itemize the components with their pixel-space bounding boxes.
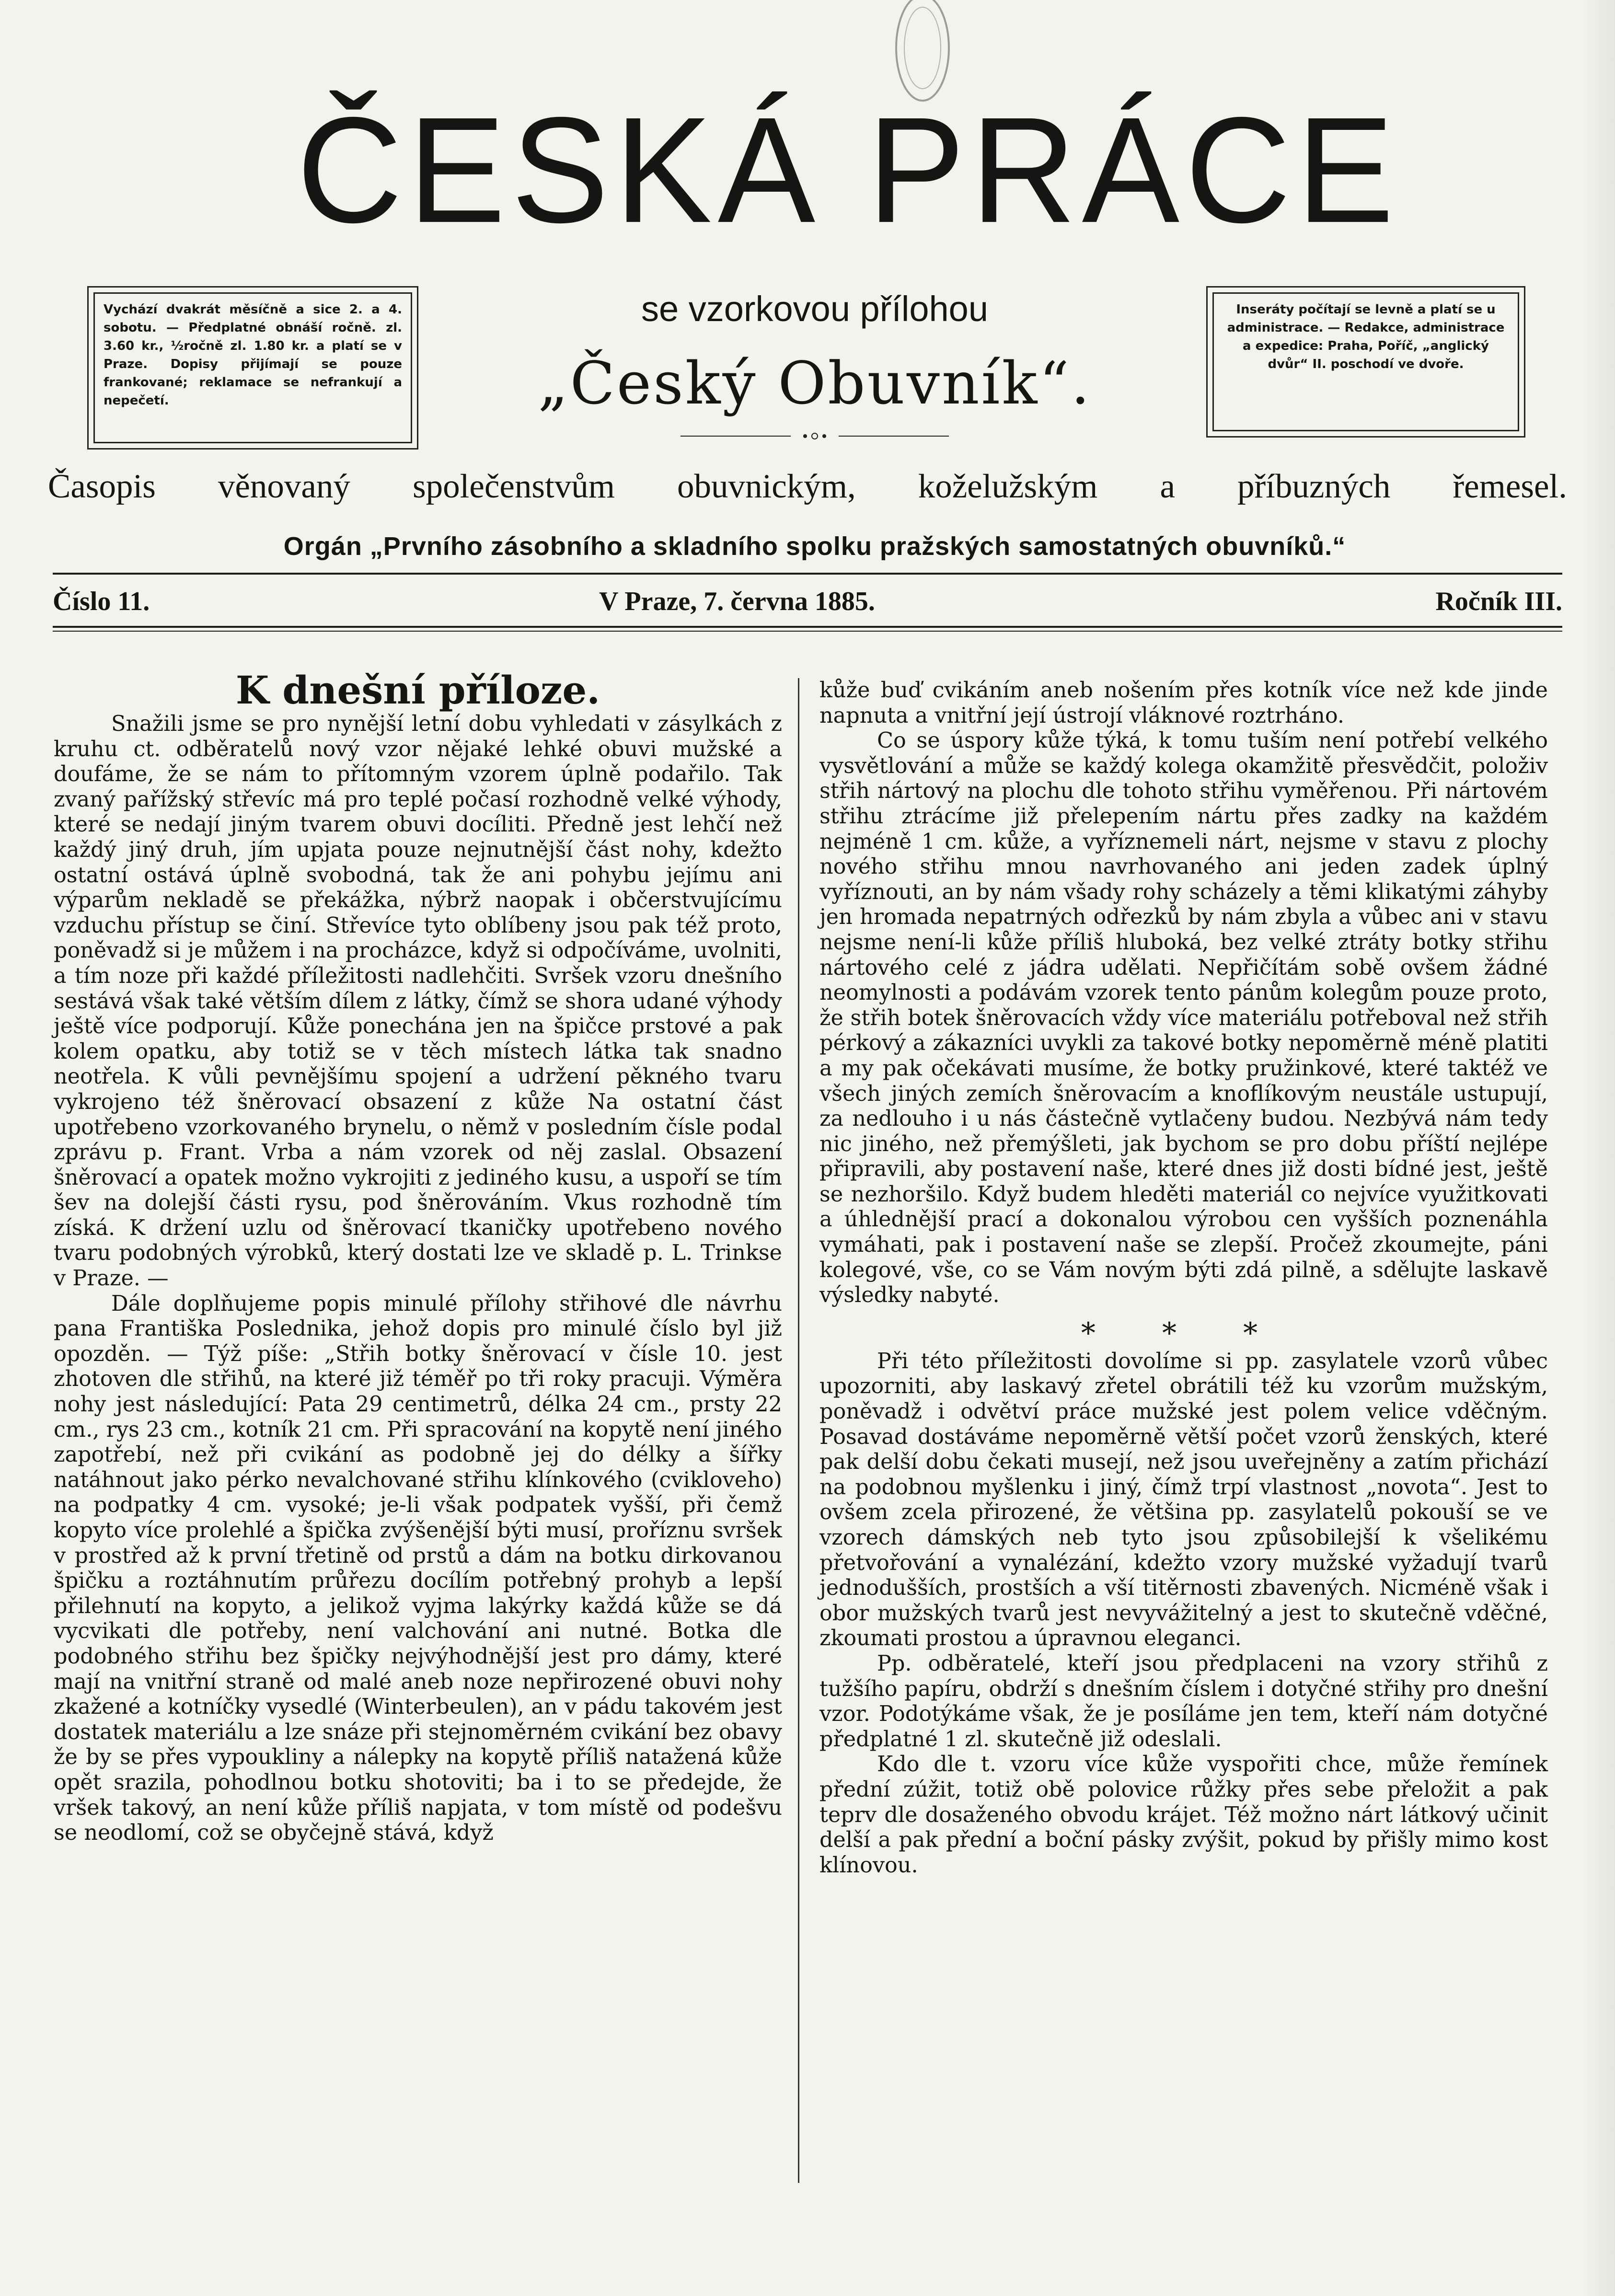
article-left-column xyxy=(54,669,782,1846)
article-paragraph: Pp. odběratelé, kteří jsou předplaceni na vzory střihů z tužšího papíru, obdrží s dnešním číslem i dotyčné střihy pro dnešní vzor. Podotýkáme však, že je posíláme jen tem, kteří nám dotyčné předplatné 1 zl. skutečně již odeslali. xyxy=(819,1651,1548,1752)
journal-tagline: Časopis věnovaný společenstvům obuvnickým, koželužským a příbuzných řemesel. xyxy=(48,468,1567,505)
bottom-rule-thin xyxy=(53,631,1562,632)
page-edge-shadow xyxy=(1581,0,1615,2296)
article-paragraph: Snažili jsme se pro nynější letní dobu vyhledati v zásylkách z kruhu ct. odběratelů nový vzor nějaké lehké obuvi mužské a doufáme, že se nám to přítomným vzorem úplně podařilo. Tak zvaný pařížský střevíc má pro teplé počasí rozhodně velké výhody, které se nedají jiným tvarem obuvi docíliti. Předně jest lehčí než každý jiný druh, jím upjata pouze nejnutnější část nohy, kdežto ostatní ostává úplně svobodná, tak že ani pohybu jejímu ani výparům nekladě se překážka, nýbrž naopak i občerstvujícímu vzduchu přístup se činí. Střevíce tyto oblíbeny jsou pak též proto, poněvadž si je můžem i na procházce, když si odpočíváme, uvolniti, a tím noze při každé příležitosti nadlehčiti. Svršek vzoru dnešního sestává však také větším dílem z látky, čímž se shora udané výhody ještě více podporují. Kůže ponechána jen na špičce prstové a pak kolem opatku, aby totiž se v těch místech látka tak snadno neotřela. K vůli pevnějšímu spojení a udržení pěkného tvaru vykrojeno též šněrovací obsazení z kůže Na ostatní část upotřebeno vzorkovaného brynelu, o němž v posledním čísle podal zprávu p. Frant. Vrba a nám vzorek od něj zaslal. Obsazení šněrovací a opatek možno vykrojiti z jediného kusu, a uspoří se tím šev na dolejší části rysu, pod šněrováním. Vkus rozhodně tím získá. K držení uzlu od šněrovací tkaničky upotřebeno nového tvaru podobných výrobků, který dostati lze ve skladě p. L. Trinkse v Praze. — xyxy=(54,712,782,1291)
advertising-info-text: Inseráty počítají se levně a platí se u administrace. — Redakce, administrace a expedice: Praha, Poříč, „anglický dvůr“ II. poschodí ve dvoře. xyxy=(1227,302,1505,371)
ornament-divider xyxy=(681,431,949,441)
subscription-info-box xyxy=(93,292,412,443)
subscription-info-text: Vychází dvakrát měsíčně a sice 2. a 4. sobotu. — Předplatné obnáší ročně. zl. 3.60 kr., ½ročně zl. 1.80 kr. a platí se v Praze. Dopisy přijímají se pouze frankované; reklamace se nefrankují a nepečetí. xyxy=(104,302,402,408)
bottom-rule xyxy=(53,626,1562,628)
supplement-line-1: se vzorkovou přílohou xyxy=(641,289,988,329)
supplement-title: „Český Obuvník“. xyxy=(538,349,1092,417)
issue-number: Číslo 11. xyxy=(53,587,150,616)
issue-date: V Praze, 7. června 1885. xyxy=(599,587,875,616)
article-paragraph: Co se úspory kůže týká, k tomu tuším není potřebí velkého vysvětlování a může se každý kolega okamžitě přesvědčit, položiv střih nártový na plochu dle tohoto střihu vyměřenou. Při nártovém střihu ztrácíme již přelepením nártu přes zadky na každém nejméně 1 cm. kůže, a vyříznemeli nárt, nejsme v stavu z plochy nového střihu mnou navrhovaného ani jeden zadek úplný vyříznouti, an by nám všady rohy scházely a těmi klikatými záhyby jen hromada nepatrných odřezků by nám zbyla a vůbec ani v stavu nejsme není-li kůže příliš hluboká, bez velké ztráty botky střihu nártového celé z jádra udělati. Nepřičítám sobě ovšem žádné neomylnosti a podávám vzorek tento pánům kolegům pouze proto, že střih botek šněrovacích vždy více materiálu potřeboval než střih pérkový a zákazníci uvykli za takové botky nepoměrně méně platiti a my pak očekávati musíme, že botky pružinkové, které taktéž ve všech jiných zemích šněrovacím a knoflíkovým neustále ustupují, za nedlouho i u nás částečně vytlačeny budou. Nezbývá nám tedy nic jiného, než přemýšleti, jak bychom se pro dobu příští nejlépe připravili, aby postavení naše, které dnes již dosti bídné jest, ještě se nezhoršilo. Když budem hleděti materiál co nejvíce využitkovati a úhlednější prací a dokonalou výrobou cen vyšších poznenáhla vymáhati, pak i postavení naše se zlepší. Pročež zkoumejte, páni kolegové, vše, co se Vám novým býti zdá pilně, a sdělujte laskavě výsledky nabyté. xyxy=(819,728,1548,1308)
organ-line: Orgán „Prvního zásobního a skladního spolku pražských samostatných obuvníků.“ xyxy=(283,532,1346,561)
article-paragraph: Kdo dle t. vzoru více kůže vyspořiti chce, může řemínek přední zúžit, totiž obě polovice růžky přes sebe přeložit a pak teprv dle dosaženého obvodu krájet. Též možno nárt látkový učinit delší a pak přední a boční pásky zvýšit, pokud by přišly mimo kost klínovou. xyxy=(819,1752,1548,1878)
article-title: K dnešní příloze. xyxy=(235,668,600,713)
section-separator: * * * xyxy=(1081,1316,1287,1350)
article-paragraph: Při této příležitosti dovolíme si pp. zasylatele vzorů vůbec upozorniti, aby laskavý zřetel obrátili též ku vzorům mužským, poněvadž i odvětví práce mužské jest polem velice vděčným. Posavad dostáváme nepoměrně větší počet vzorů ženských, které pak delší dobu čekati musejí, než jsou uveřejněny a zatím přichází na podobnou myšlenku i jiný, čímž trpí vlastnost „novota“. Jest to ovšem zcela přirozené, že většina pp. zasylatelů pokouší se ve vzorech dámských neb tyto jsou způsobilejší k všelikému přetvořování a vynalézání, kdežto vzory mužské vyžadují tvarů jednodušších, prostších a vší titěrnosti zbavených. Nicméně však i obor mužských tvarů jest nevyvážitelný a jest to skutečně vděčné, zkoumati prostou a úpravnou eleganci. xyxy=(819,1349,1548,1651)
article-paragraph: Dále doplňujeme popis minulé přílohy střihové dle návrhu pana Františka Poslednika, jehož dopis pro minulé číslo byl již opozděn. — Týž píše: „Střih botky šněrovací v čísle 10. jest zhotoven dle střihů, na které již téměř po tři roky pracuji. Výměra nohy jest následující: Pata 29 centimetrů, délka 24 cm., prsty 22 cm., rys 23 cm., kotník 21 cm. Při spracování na kopytě není jiného zapotřebí, než při cvikání as podobně jej do délky a šířky natáhnout jako pérko nevalchované střihu klínkového (cvikloveho) na podpatky 4 cm. vysoké; je-li však podpatek vyšší, při čemž kopyto více prolehlé a špička zvýšenější býti musí, proříznu svršek v prostřed až k první třetině od prstů a dám na botku dirkovanou špičku a roztáhnutím průřezu docílím potřebný prohyb a lepší přilehnutí na kopyto, a jelikož vyjma lakýrky každá kůže se dá vycvikati dle potřeby, není valchování ani nutné. Botka dle podobného střihu bez špičky nejvýhodnější jest pro dámy, které mají na vnitřní straně od malé aneb noze nepřirozené obuvi nohy zkažené a kotníčky vysedlé (Winterbeulen), an v pádu takovém jest dostatek materiálu a lze snáze při stejnoměrném cvikání bez obavy že by se přes vypoukliny a nálepky na kopytě příliš natažená kůže opět srazila, pohodlnou botku shotoviti; ba i to se předejde, že vršek takový, an není kůže příliš napjata, v tom místě od podešvu se neodlomí, což se obyčejně stává, když xyxy=(54,1291,782,1846)
masthead-title: ČESKÁ PRÁCE xyxy=(297,85,1400,254)
article-right-column xyxy=(819,678,1548,1878)
advertising-info-box xyxy=(1212,292,1519,431)
top-rule xyxy=(53,573,1562,575)
column-divider xyxy=(798,678,799,2183)
article-paragraph: kůže buď cvikáním aneb nošením přes kotník více než kde jinde napnuta a vnitřní její ústrojí vláknové roztrháno. xyxy=(819,678,1548,728)
issue-volume: Ročník III. xyxy=(1435,587,1562,616)
